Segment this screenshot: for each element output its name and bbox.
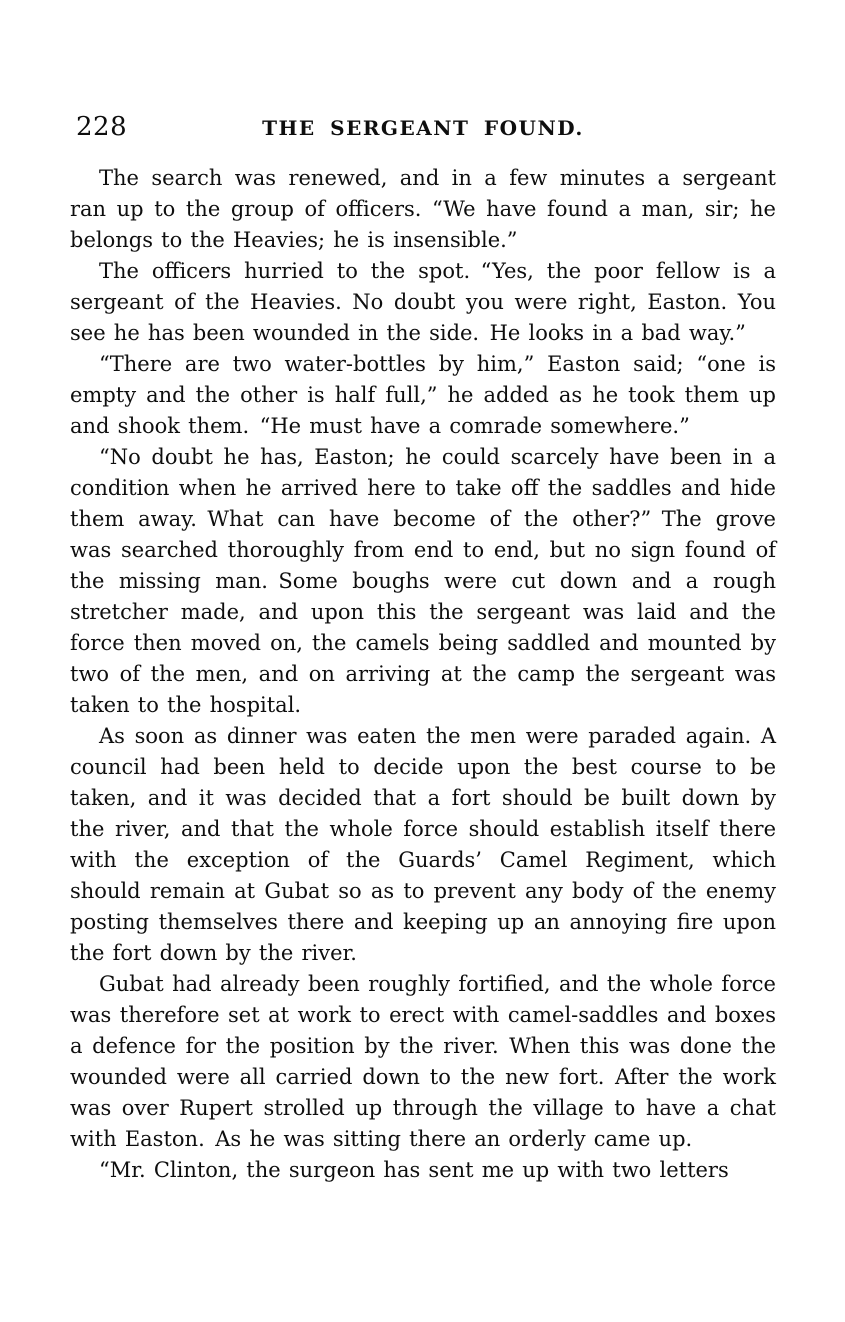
paragraph: “No doubt he has, Easton; he could scarcely have been in a condition when he arrived here to take off the saddles and hide them away. What can have become of the other?” The grove was searched thoroughly from end to end, but no sign found of the missing man. Some boughs were cut down and a rough stretcher made, and upon this the sergeant was laid and the force then moved on, the camels being saddled and mounted by two of the men, and on arriving at the camp the sergeant was taken to the hospital. [70,445,776,717]
paragraph: As soon as dinner was eaten the men were paraded again. A council had been held to decide upon the best course to be taken, and it was decided that a fort should be built down by the river, and that the whole force should establish itself there with the exception of the Guards’ Camel Regiment, which should remain at Gubat so as to prevent any body of the enemy posting themselves there and keeping up an annoying fire upon the fort down by the river. [70,724,776,965]
paragraph: The officers hurried to the spot. “Yes, the poor fellow is a sergeant of the Heavies. No doubt you were right, Easton. You see he has been wounded in the side. He looks in a bad way.” [70,259,776,345]
running-title: THE SERGEANT FOUND. [262,116,584,140]
paragraph: “Mr. Clinton, the surgeon has sent me up with two letters [99,1158,729,1182]
body-text [70,163,776,1186]
paragraph: The search was renewed, and in a few minutes a sergeant ran up to the group of officers. “We have found a man, sir; he belongs to the Heavies; he is insensible.” [70,166,776,252]
paragraph: Gubat had already been roughly fortified, and the whole force was therefore set at work to erect with camel-saddles and boxes a defence for the position by the river. When this was done the wounded were all carried down to the new fort. After the work was over Rupert strolled up through the village to have a chat with Easton. As he was sitting there an orderly came up. [70,972,776,1151]
page-header [70,114,776,142]
page-number: 228 [76,112,128,142]
paragraph: “There are two water-bottles by him,” Easton said; “one is empty and the other is half full,” he added as he took them up and shook them. “He must have a comrade somewhere.” [70,352,776,438]
